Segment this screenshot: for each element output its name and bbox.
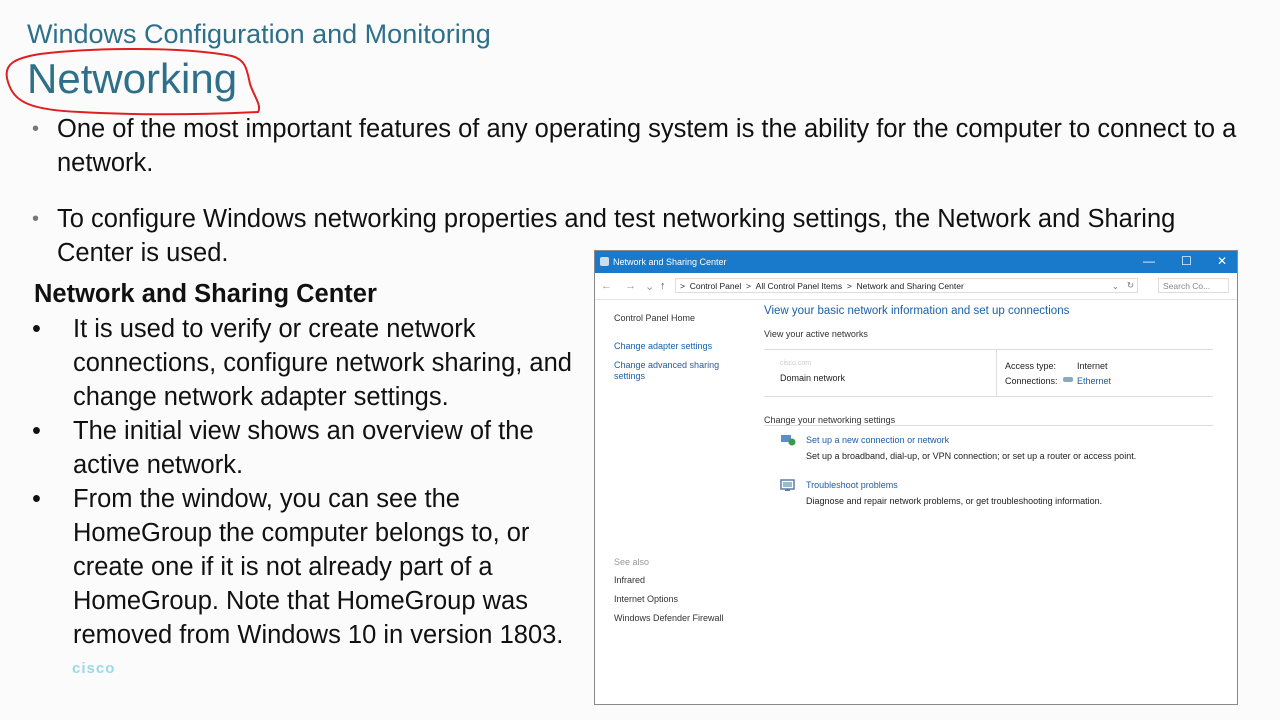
infrared-link[interactable]: Infrared — [614, 575, 646, 585]
back-button[interactable]: ← — [601, 280, 612, 292]
maximize-button[interactable]: ☐ — [1181, 254, 1192, 268]
active-network-panel — [764, 349, 1213, 397]
troubleshoot-icon — [780, 479, 796, 492]
address-bar — [595, 273, 1237, 300]
bullet-text: One of the most important features of any operating system is the ability for the computer to connect to a network. — [57, 115, 1237, 177]
sub-bullet-item — [32, 312, 592, 414]
bullet-dot: • — [32, 485, 41, 513]
active-networks-label: View your active networks — [764, 329, 868, 339]
address-path[interactable] — [675, 278, 1138, 293]
search-input[interactable]: Search Co... — [1158, 278, 1229, 293]
annotation-stroke — [7, 49, 260, 114]
see-also-label: See also — [614, 557, 650, 567]
new-connection-icon — [780, 433, 796, 446]
address-separator: > — [745, 281, 751, 291]
breadcrumb-network-center[interactable]: Network and Sharing Center — [856, 281, 964, 291]
main-heading: View your basic network information and set up connections — [764, 305, 1070, 317]
subsection-heading: Network and Sharing Center — [34, 280, 377, 308]
panel-divider — [996, 350, 997, 396]
close-button[interactable]: ✕ — [1217, 254, 1228, 268]
bullet-dot: • — [32, 208, 40, 230]
bullet-item — [30, 112, 1240, 180]
control-panel-home-link[interactable]: Control Panel Home — [614, 313, 696, 323]
slide-title: Networking — [27, 55, 238, 102]
setup-connection-desc: Set up a broadband, dial-up, or VPN connection; or set up a router or access point. — [806, 451, 1137, 461]
advanced-sharing-link[interactable]: Change advanced sharing settings — [614, 360, 720, 381]
access-type-value: Internet — [1077, 361, 1108, 371]
firewall-link[interactable]: Windows Defender Firewall — [614, 613, 724, 623]
bullet-dot: • — [32, 315, 41, 343]
address-separator: > — [680, 281, 685, 291]
bullet-text: To configure Windows networking properties and test networking settings, the Network and Sharing Center is used. — [57, 205, 1176, 267]
network-sharing-window — [594, 250, 1238, 705]
change-settings-label: Change your networking settings — [764, 415, 896, 425]
sub-bullet-text: It is used to verify or create network connections, configure network sharing, and change network adapter settings. — [73, 315, 572, 411]
setup-connection-link[interactable]: Set up a new connection or network — [806, 435, 950, 445]
main-pane — [764, 305, 1224, 506]
breadcrumb-all-items[interactable]: All Control Panel Items — [755, 281, 843, 291]
ethernet-link[interactable]: Ethernet — [1077, 376, 1112, 386]
cisco-logo: cisco — [72, 660, 116, 677]
slide-subtitle: Windows Configuration and Monitoring — [27, 19, 491, 49]
connections-label: Connections: — [1005, 376, 1058, 386]
bullet-dot: • — [32, 118, 40, 140]
network-type: Domain network — [780, 373, 846, 383]
change-adapter-link[interactable]: Change adapter settings — [614, 341, 713, 351]
up-button[interactable]: ↑ — [660, 280, 666, 292]
refresh-button[interactable]: ↻ — [1126, 280, 1134, 290]
ethernet-icon — [1063, 377, 1073, 382]
address-separator: > — [846, 281, 852, 291]
internet-options-link[interactable]: Internet Options — [614, 594, 679, 604]
sub-bullet-item — [32, 414, 592, 482]
network-icon — [600, 257, 609, 266]
breadcrumb-control-panel[interactable]: Control Panel — [689, 281, 742, 291]
sidebar — [614, 313, 744, 624]
bullet-dot: • — [32, 417, 41, 445]
forward-button[interactable]: → — [625, 280, 636, 292]
sub-bullet-text: The initial view shows an overview of the active network. — [73, 417, 534, 479]
section-divider — [764, 425, 1213, 426]
troubleshoot-link[interactable]: Troubleshoot problems — [806, 480, 898, 490]
sub-bullet-text: From the window, you can see the HomeGroup the computer belongs to, or create one if it is not already part of a HomeGroup. Note that HomeGroup was removed from Windows 10 in version 1803. — [73, 485, 564, 649]
sub-bullets — [32, 312, 592, 652]
window-titlebar — [595, 251, 1237, 273]
access-type-label: Access type: — [1005, 361, 1057, 371]
troubleshoot-desc: Diagnose and repair network problems, or get troubleshooting information. — [806, 496, 1103, 506]
network-name: cisco.com — [780, 360, 812, 367]
sub-bullet-item — [32, 482, 592, 652]
window-title: Network and Sharing Center — [613, 257, 727, 267]
recent-dropdown[interactable]: ⌄ — [645, 281, 655, 293]
minimize-button[interactable]: — — [1143, 254, 1155, 268]
address-dropdown[interactable]: ⌄ — [1111, 281, 1119, 291]
